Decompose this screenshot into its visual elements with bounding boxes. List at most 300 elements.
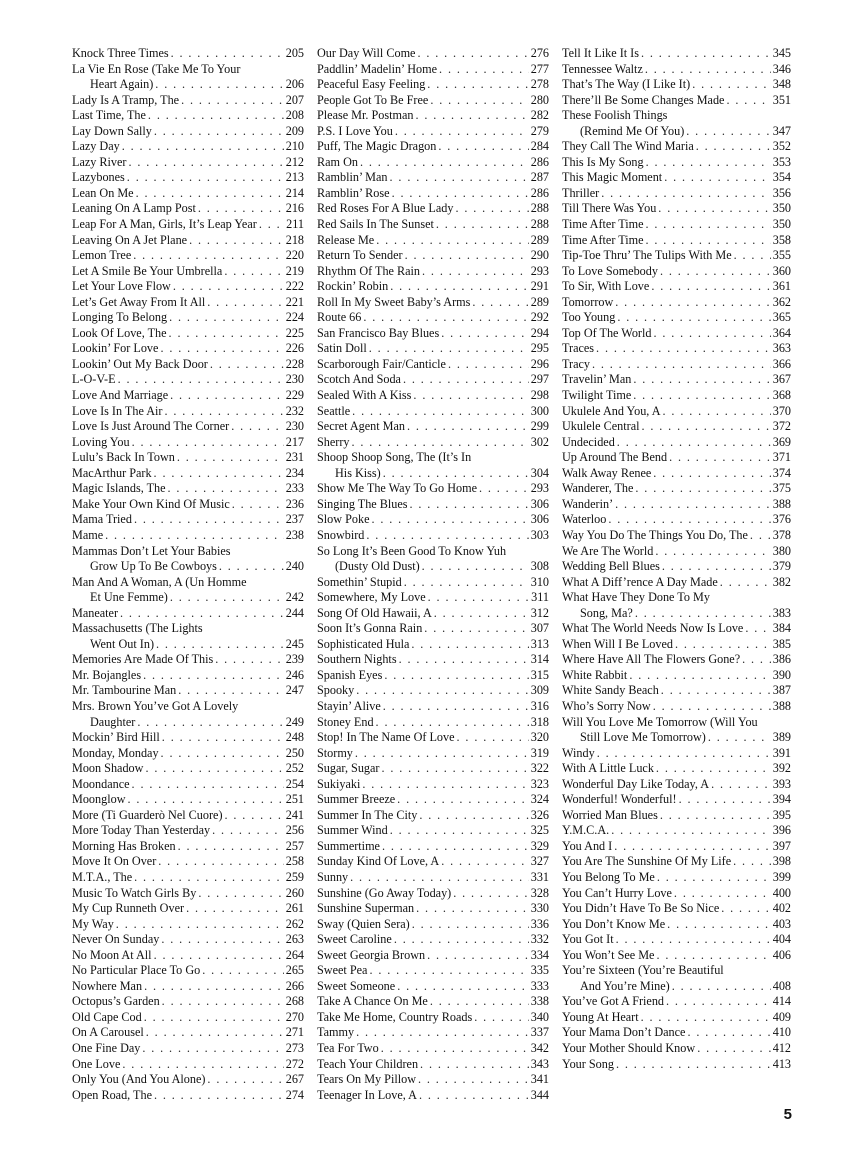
index-entry <box>317 715 549 731</box>
index-entry-title: Sweet Georgia Brown <box>317 947 426 962</box>
index-entry-page: 298 <box>530 388 549 403</box>
dot-leader <box>189 233 284 249</box>
dot-leader <box>145 761 283 777</box>
dot-leader <box>617 435 771 451</box>
index-entry-title: Stayin’ Alive <box>317 698 381 713</box>
index-entry-page: 271 <box>285 1025 304 1040</box>
index-entry-page: 299 <box>530 419 549 434</box>
index-column-2 <box>317 46 549 1103</box>
index-entry <box>317 419 549 435</box>
index-entry-page: 334 <box>530 947 549 962</box>
index-entry-title: You Got It <box>562 932 614 947</box>
dot-leader <box>646 217 771 233</box>
index-entry-title: You Won’t See Me <box>562 947 655 962</box>
index-entry-title: Monday, Monday <box>72 745 159 760</box>
index-entry-page: 225 <box>285 325 304 340</box>
index-entry <box>317 435 549 451</box>
dot-leader <box>133 248 283 264</box>
dot-leader <box>651 279 770 295</box>
index-entry-title: You Didn’t Have To Be So Nice <box>562 901 720 916</box>
index-entry <box>317 404 549 420</box>
index-entry-title: Only You (And You Alone) <box>72 1072 206 1087</box>
index-entry-title: Rhythm Of The Rain <box>317 263 421 278</box>
index-entry-title: To Sir, With Love <box>562 279 650 294</box>
index-entry-title: They Call The Wind Maria <box>562 139 694 154</box>
index-entry <box>317 310 549 326</box>
dot-leader <box>232 497 284 513</box>
index-entry <box>562 901 791 917</box>
index-entry <box>317 217 549 233</box>
index-entry-title: Knock Three Times <box>72 46 169 60</box>
index-entry-page: 303 <box>530 527 549 542</box>
index-entry-title: Sunshine (Go Away Today) <box>317 885 452 900</box>
dot-leader <box>154 466 284 482</box>
index-entry-page: 258 <box>285 854 304 869</box>
index-entry-title: Red Roses For A Blue Lady <box>317 201 454 216</box>
index-entry-title: Massachusetts (The Lights <box>72 621 203 636</box>
index-entry <box>72 186 304 202</box>
index-entry <box>72 46 304 62</box>
index-entry-title: More Today Than Yesterday <box>72 823 211 838</box>
index-entry-page: 307 <box>530 621 549 636</box>
dot-leader <box>653 699 771 715</box>
index-entry <box>72 310 304 326</box>
index-entry-title: Tears On My Pillow <box>317 1072 417 1087</box>
dot-leader <box>436 217 529 233</box>
dot-leader <box>733 854 771 870</box>
dot-leader <box>355 746 529 762</box>
index-entry-title: Walk Away Renee <box>562 465 652 480</box>
index-entry-title: Sugar, Sugar <box>317 761 380 776</box>
index-entry <box>72 1010 304 1026</box>
index-entry <box>72 792 304 808</box>
index-entry <box>72 1057 304 1073</box>
index-entry-title: L-O-V-E <box>72 372 116 387</box>
index-entry-page: 286 <box>530 185 549 200</box>
index-entry <box>562 932 791 948</box>
dot-leader <box>427 77 528 93</box>
index-entry <box>72 606 304 622</box>
index-entry <box>317 948 549 964</box>
index-entry <box>562 652 791 668</box>
index-entry <box>72 994 304 1010</box>
index-entry <box>562 854 791 870</box>
dot-leader <box>362 777 528 793</box>
dot-leader <box>403 372 529 388</box>
dot-leader <box>635 481 770 497</box>
index-entry-page: 222 <box>285 279 304 294</box>
index-entry-page: 397 <box>772 838 791 853</box>
index-entry <box>72 326 304 342</box>
index-entry-page: 230 <box>285 372 304 387</box>
index-entry-page: 288 <box>530 201 549 216</box>
index-entry-page: 272 <box>285 1056 304 1071</box>
index-entry-title: Somethin’ Stupid <box>317 574 402 589</box>
dot-leader <box>424 621 528 637</box>
index-entry <box>317 155 549 171</box>
index-entry-title: Will You Love Me Tomorrow (Will You <box>562 714 758 729</box>
index-entry <box>317 901 549 917</box>
index-entry-page: 254 <box>285 776 304 791</box>
dot-leader <box>210 357 284 373</box>
index-entry-page: 346 <box>772 61 791 76</box>
dot-leader <box>687 1025 770 1041</box>
index-entry <box>562 761 791 777</box>
index-entry-page: 322 <box>530 761 549 776</box>
index-entry-title: What Have They Done To My <box>562 590 710 605</box>
index-entry <box>562 497 791 513</box>
index-entry-title: Lulu’s Back In Town <box>72 450 175 465</box>
index-entry-page: 246 <box>285 667 304 682</box>
dot-leader <box>721 901 770 917</box>
index-entry-title: You Can’t Hurry Love <box>562 885 672 900</box>
index-entry-title: Your Mama Don’t Dance <box>562 1025 686 1040</box>
index-entry-page: 370 <box>772 403 791 418</box>
index-entry-page: 393 <box>772 776 791 791</box>
index-entry <box>317 139 549 155</box>
index-entry-page: 338 <box>530 994 549 1009</box>
index-entry <box>562 139 791 155</box>
index-entry-title: Ramblin’ Man <box>317 170 388 185</box>
index-entry <box>317 93 549 109</box>
dot-leader <box>136 186 284 202</box>
index-entry <box>317 777 549 793</box>
index-entry-title: Sweet Caroline <box>317 932 392 947</box>
index-entry-title: Love Is In The Air <box>72 403 163 418</box>
index-entry-page: 237 <box>285 512 304 527</box>
index-entry-page: 344 <box>530 1087 549 1102</box>
dot-leader <box>381 1041 529 1057</box>
dot-leader <box>660 808 771 824</box>
index-entry <box>317 1025 549 1041</box>
index-entry-page: 280 <box>530 92 549 107</box>
index-entry-page: 244 <box>285 605 304 620</box>
index-entry-title: White Rabbit <box>562 667 628 682</box>
index-entry <box>72 761 304 777</box>
index-entry-title: You Don’t Know Me <box>562 916 666 931</box>
dot-leader <box>674 886 771 902</box>
index-entry <box>562 77 791 93</box>
dot-leader <box>479 481 529 497</box>
index-entry-title: Mrs. Brown You’ve Got A Lovely <box>72 698 239 713</box>
index-entry <box>562 372 791 388</box>
index-entry <box>317 466 549 482</box>
dot-leader <box>381 761 528 777</box>
index-entry <box>562 683 791 699</box>
index-entry <box>72 652 304 668</box>
index-entry-title: Stormy <box>317 745 353 760</box>
index-entry-page: 302 <box>530 434 549 449</box>
index-entry-title: Leaning On A Lamp Post <box>72 201 196 216</box>
dot-leader <box>411 637 528 653</box>
index-entry <box>317 621 549 637</box>
index-entry-page: 372 <box>772 419 791 434</box>
dot-leader <box>657 870 771 886</box>
index-entry-title: Moon Shadow <box>72 761 144 776</box>
dot-leader <box>614 839 770 855</box>
index-entry <box>562 341 791 357</box>
index-entry-title: To Love Somebody <box>562 263 658 278</box>
dot-leader <box>231 419 284 435</box>
index-entry <box>317 62 549 78</box>
index-entry-page: 343 <box>530 1056 549 1071</box>
index-entry <box>317 870 549 886</box>
dot-leader <box>472 295 528 311</box>
dot-leader <box>653 466 770 482</box>
dot-leader <box>363 310 528 326</box>
index-entry-title: Young At Heart <box>562 1009 639 1024</box>
index-entry-title: We Are The World <box>562 543 654 558</box>
index-entry-page: 263 <box>285 932 304 947</box>
index-entry-title: Wanderin’ <box>562 496 614 511</box>
dot-leader <box>417 46 528 62</box>
index-entry-title: Tammy <box>317 1025 355 1040</box>
index-entry-page: 315 <box>530 667 549 682</box>
dot-leader <box>418 1072 529 1088</box>
index-entry-page: 312 <box>530 605 549 620</box>
index-entry-title: Thriller <box>562 185 600 200</box>
dot-leader <box>369 963 528 979</box>
index-entry <box>317 917 549 933</box>
index-entry <box>72 715 304 731</box>
dot-leader <box>352 404 529 420</box>
index-entry <box>72 637 304 653</box>
index-entry <box>317 823 549 839</box>
index-entry-page: 384 <box>772 621 791 636</box>
dot-leader <box>420 1057 529 1073</box>
index-entry-title: Look Of Love, The <box>72 325 167 340</box>
index-entry-title: Lookin’ For Love <box>72 341 159 356</box>
index-entry <box>562 466 791 482</box>
index-entry-page: 256 <box>285 823 304 838</box>
index-entry <box>562 170 791 186</box>
index-entry-title: San Francisco Bay Blues <box>317 325 440 340</box>
index-entry-page: 292 <box>530 310 549 325</box>
index-entry-page: 316 <box>530 698 549 713</box>
index-entry-page: 313 <box>530 636 549 651</box>
dot-leader <box>397 979 529 995</box>
dot-leader <box>669 450 771 466</box>
dot-leader <box>441 326 529 342</box>
index-entry-title: Wonderful Day Like Today, A <box>562 776 710 791</box>
index-entry-title: So Long It’s Been Good To Know Yuh <box>317 543 507 558</box>
index-entry-page: 403 <box>772 916 791 931</box>
index-entry-page: 259 <box>285 869 304 884</box>
index-entry-title: No Particular Place To Go <box>72 963 201 978</box>
index-entry <box>72 124 304 140</box>
dot-leader <box>410 497 529 513</box>
index-entry-page: 282 <box>530 108 549 123</box>
dot-leader <box>371 512 528 528</box>
dot-leader <box>629 668 770 684</box>
index-entry <box>72 948 304 964</box>
dot-leader <box>427 948 529 964</box>
index-entry <box>317 886 549 902</box>
dot-leader <box>617 310 770 326</box>
index-entry-page: 400 <box>772 885 791 900</box>
index-entry <box>562 621 791 637</box>
index-column-1 <box>72 46 304 1103</box>
index-entry-page: 276 <box>530 46 549 60</box>
index-entry <box>72 839 304 855</box>
dot-leader <box>207 1072 283 1088</box>
index-entry-title: Snowbird <box>317 527 365 542</box>
dot-leader <box>661 683 771 699</box>
index-entry <box>317 730 549 746</box>
dot-leader <box>164 404 283 420</box>
dot-leader <box>419 808 528 824</box>
index-entry-title: Tell It Like It Is <box>562 46 639 60</box>
dot-leader <box>646 155 771 171</box>
index-entry-page: 250 <box>285 745 304 760</box>
dot-leader <box>667 917 771 933</box>
dot-leader <box>656 948 770 964</box>
index-entry-page: 369 <box>772 434 791 449</box>
index-entry <box>72 419 304 435</box>
dot-leader <box>686 124 770 140</box>
index-entry-page: 361 <box>772 279 791 294</box>
index-entry-page: 329 <box>530 838 549 853</box>
index-entry <box>72 404 304 420</box>
index-entry <box>317 1041 549 1057</box>
index-entry-title: Moondance <box>72 776 130 791</box>
dot-leader <box>170 590 284 606</box>
dot-leader <box>158 854 283 870</box>
index-entry-title: Roll In My Sweet Baby’s Arms <box>317 294 471 309</box>
dot-leader <box>457 730 529 746</box>
dot-leader <box>660 264 771 280</box>
dot-leader <box>219 559 284 575</box>
index-entry-page: 252 <box>285 761 304 776</box>
index-entry-title: Take Me Home, Country Roads <box>317 1009 473 1024</box>
index-entry-title: Music To Watch Girls By <box>72 885 197 900</box>
index-entry <box>72 497 304 513</box>
index-entry-title: Take A Chance On Me <box>317 994 428 1009</box>
index-entry-page: 296 <box>530 356 549 371</box>
dot-leader <box>394 932 529 948</box>
index-entry-page: 391 <box>772 745 791 760</box>
index-entry <box>317 481 549 497</box>
dot-leader <box>137 715 283 731</box>
index-entry-page: 395 <box>772 807 791 822</box>
index-entry-page: 209 <box>285 123 304 138</box>
index-entry-page: 293 <box>530 263 549 278</box>
index-entry <box>317 683 549 699</box>
index-entry-title: Slow Poke <box>317 512 370 527</box>
index-entry <box>72 435 304 451</box>
dot-leader <box>390 279 529 295</box>
index-entry <box>72 357 304 373</box>
index-entry <box>317 233 549 249</box>
dot-leader <box>633 372 770 388</box>
index-entry <box>317 341 549 357</box>
dot-leader <box>154 124 284 140</box>
index-entry <box>317 279 549 295</box>
index-entry <box>562 544 791 560</box>
index-entry-page: 394 <box>772 792 791 807</box>
index-entry-page: 352 <box>772 139 791 154</box>
index-entry-title: Up Around The Bend <box>562 450 668 465</box>
index-entry-page: 392 <box>772 761 791 776</box>
dot-leader <box>453 886 528 902</box>
index-entry-title: Ramblin’ Rose <box>317 185 390 200</box>
index-entry-title: Southern Nights <box>317 652 397 667</box>
index-entry-title: Never On Sunday <box>72 932 160 947</box>
index-entry-title: Make Your Own Kind Of Music <box>72 496 230 511</box>
index-entry-title: Y.M.C.A. <box>562 823 610 838</box>
index-entry-title: Move It On Over <box>72 854 157 869</box>
index-entry-title: Sherry <box>317 434 350 449</box>
index-entry-page: 295 <box>530 341 549 356</box>
index-entry-continuation: (Dusty Old Dust) <box>335 559 420 574</box>
index-entry-page: 274 <box>285 1087 304 1102</box>
index-entry <box>317 1072 549 1088</box>
index-entry-title: These Foolish Things <box>562 108 668 123</box>
dot-leader <box>146 1025 284 1041</box>
dot-leader <box>181 93 284 109</box>
index-entry-title: Magic Islands, The <box>72 481 166 496</box>
index-entry-title: Mama Tried <box>72 512 132 527</box>
dot-leader <box>198 886 283 902</box>
index-entry <box>72 170 304 186</box>
index-entry-page: 287 <box>530 170 549 185</box>
dot-leader <box>448 357 529 373</box>
dot-leader <box>127 170 284 186</box>
index-entry-page: 286 <box>530 154 549 169</box>
index-entry-continuation: Song, Ma? <box>580 605 633 620</box>
index-entry-page: 362 <box>772 294 791 309</box>
index-entry-page: 367 <box>772 372 791 387</box>
index-entry-continuation: Daughter <box>90 714 136 729</box>
dot-leader <box>198 201 284 217</box>
dot-leader <box>597 746 771 762</box>
index-entry <box>317 1010 549 1026</box>
index-entry <box>72 108 304 124</box>
index-entry <box>562 1025 791 1041</box>
index-entry-title: Ukulele And You, A <box>562 403 661 418</box>
index-entry-title: Please Mr. Postman <box>317 108 414 123</box>
index-entry <box>562 979 791 995</box>
index-entry-title: Sweet Pea <box>317 963 368 978</box>
index-entry-title: One Fine Day <box>72 1041 141 1055</box>
index-entry-title: Wanderer, The <box>562 481 634 496</box>
index-entry-title: Tomorrow <box>562 294 614 309</box>
dot-leader <box>601 186 770 202</box>
dot-leader <box>404 575 529 591</box>
index-entry-page: 291 <box>530 279 549 294</box>
dot-leader <box>161 932 283 948</box>
index-entry-page: 354 <box>772 170 791 185</box>
dot-leader <box>635 606 771 622</box>
index-entry <box>562 994 791 1010</box>
index-entry-page: 266 <box>285 978 304 993</box>
dot-leader <box>438 139 528 155</box>
index-entry <box>562 1041 791 1057</box>
index-entry <box>72 730 304 746</box>
index-entry <box>562 512 791 528</box>
index-entry-page: 277 <box>530 61 549 76</box>
index-entry-title: You’re Sixteen (You’re Beautiful <box>562 963 724 978</box>
index-entry <box>72 932 304 948</box>
index-entry-page: 409 <box>772 1009 791 1024</box>
index-entry <box>317 792 549 808</box>
dot-leader <box>128 792 284 808</box>
index-entry <box>72 481 304 497</box>
index-entry-page: 206 <box>285 77 304 92</box>
index-entry-title: Nowhere Man <box>72 978 143 993</box>
index-entry-title: Undecided <box>562 434 615 449</box>
dot-leader <box>641 46 771 62</box>
